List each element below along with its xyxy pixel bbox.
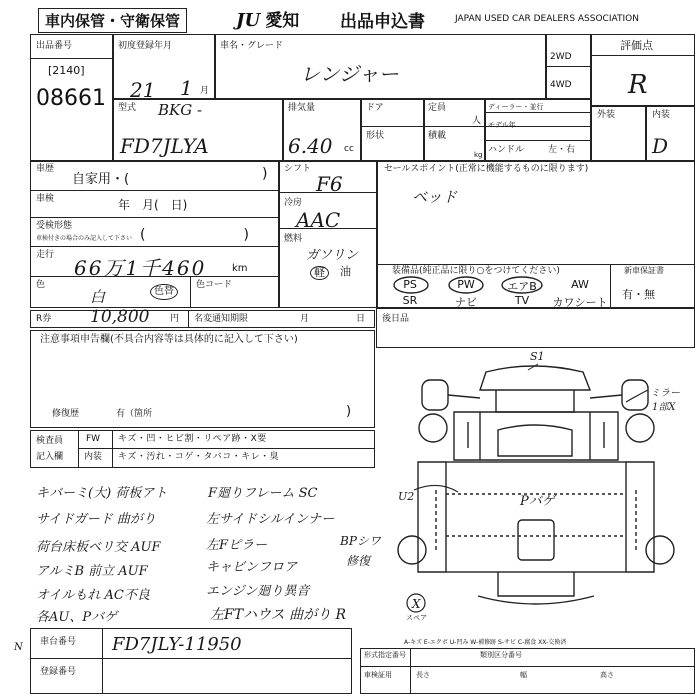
diagram-left-note: U2 <box>398 490 415 503</box>
model-prefix: BKG - <box>158 101 203 119</box>
reg-date-label: 初度登録年月 <box>118 41 173 51</box>
repair-label: 修復歴 <box>52 409 80 419</box>
remark-right-5: エンジン廻り異音 <box>206 584 310 599</box>
equip-ps: PS <box>403 278 417 291</box>
remark-right-6: 左FTハウス 曲がり R <box>210 607 347 623</box>
logo <box>236 6 299 31</box>
dealer-label: ディーラー・並行 <box>488 103 544 111</box>
remark-right-4: キャビンフロア <box>206 560 298 575</box>
color-value: 白 <box>90 288 106 306</box>
diagram-spare-label: スペア <box>406 614 427 622</box>
color-change: 色替 <box>150 284 178 300</box>
later-label: 後日品 <box>382 314 410 324</box>
color-code-label: 色コード <box>196 280 233 290</box>
form-title: 出品申込書 <box>340 12 425 32</box>
carname-label: 車名・グレード <box>220 41 284 51</box>
shift-value: F6 <box>316 172 343 196</box>
lot-number: 08661 <box>36 86 106 111</box>
fuel-light: 軽 <box>310 266 329 280</box>
fuel-value: ガソリン <box>306 248 359 263</box>
door-label: ドア <box>366 103 384 113</box>
r-label: R券 <box>36 314 52 324</box>
diagram-front-note: S1 <box>530 350 545 363</box>
color-label: 色 <box>36 280 46 290</box>
mileage-unit: km <box>232 263 248 274</box>
load-unit: kg <box>474 151 483 159</box>
caution-label: 注意事項申告欄(不具合内容等は具体的に記入して下さい) <box>40 334 298 345</box>
mileage-value: 66万1千460 <box>74 256 207 280</box>
exterior-label: 外装 <box>597 110 616 120</box>
bracket-close-1: ) <box>262 166 268 182</box>
length-label: 長さ <box>416 671 430 679</box>
chassis-value: FD7JLY-11950 <box>112 634 242 655</box>
remark-right-3: 左Fピラー <box>206 538 268 553</box>
equip-navi: ナビ <box>455 296 477 309</box>
repair-close: ) <box>346 404 352 419</box>
reg-cert-label: 車検証用 <box>364 671 392 679</box>
equip-pw: PW <box>457 278 475 291</box>
equip-leather-seat: カワシート <box>552 296 608 309</box>
eval-value: R <box>628 70 648 100</box>
handle-options: 左・右 <box>548 145 576 155</box>
capacity-label: 定員 <box>428 103 447 113</box>
car-history-label: 車歴 <box>36 164 55 174</box>
interior-items: キズ・汚れ・コゲ・タバコ・キレ・臭 <box>118 452 280 462</box>
model-year-label: モデル年 <box>488 121 516 129</box>
handle-label: ハンドル <box>488 145 525 155</box>
chassis-label: 車台番号 <box>40 637 77 647</box>
width-label: 幅 <box>520 671 527 679</box>
cert-label2: 類別区分番号 <box>480 651 522 659</box>
association-name: JAPAN USED CAR DEALERS ASSOCIATION <box>455 14 639 24</box>
remark-right-1: F廻りフレーム SC <box>208 486 318 501</box>
reg-month: 1 <box>180 76 193 100</box>
new-warranty-label: 新車保証書 <box>624 266 664 275</box>
equip-label: 装備品(純正品に限り○をつけてください) <box>392 266 560 276</box>
drive-2wd: 2WD <box>550 52 572 62</box>
fuel-oil: 油 <box>340 265 351 278</box>
model-label: 型式 <box>118 103 137 113</box>
eval-label: 評価点 <box>620 39 653 52</box>
damage-legend: A-キズ E-エクボ U-凹み W-補修跡 S-サビ C-腐食 XX-交換済 <box>404 639 567 646</box>
logo-place: 愛知 <box>265 11 300 31</box>
new-warranty-value: 有・無 <box>622 288 655 301</box>
interior-entry-label: 内装 <box>84 452 103 462</box>
model-code: FD7JLYA <box>120 134 209 158</box>
remark-extra-1: BPシワ <box>340 534 381 548</box>
reg-number-label: 登録番号 <box>40 667 77 677</box>
diagram-mirror-note2: 1部X <box>652 402 676 413</box>
height-label: 高さ <box>600 671 614 679</box>
capacity-unit: 人 <box>472 116 482 126</box>
lot-small: [2140] <box>48 64 85 77</box>
shift-label: シフト <box>284 164 312 174</box>
displacement-label: 排気量 <box>288 103 316 113</box>
displacement-unit: cc <box>344 144 354 154</box>
drive-4wd: 4WD <box>550 80 572 90</box>
diagram-bed-note: Pバゲ <box>520 494 555 509</box>
equip-airbag: エアB <box>507 280 537 293</box>
remark-left-5: オイルもれ AC不良 <box>36 588 150 603</box>
reception-label: 受検形態 <box>36 221 73 231</box>
bracket-pair: ( ) <box>140 227 249 243</box>
fuel-label: 燃料 <box>284 234 303 244</box>
remark-left-6: 各AU、Pバゲ <box>36 610 118 625</box>
carname-value: レンジャー <box>300 62 399 86</box>
diagram-mirror-note: ミラー <box>650 388 680 399</box>
diagram-spare-mark: X <box>412 597 421 611</box>
equip-sr: SR <box>402 294 418 307</box>
entry-label: 記入欄 <box>36 452 64 462</box>
reg-month-suffix: 月 <box>200 86 210 96</box>
sales-point-label: セールスポイント(正常に機能するものに限ります) <box>384 164 589 174</box>
ac-value: AAC <box>296 208 341 232</box>
equip-circles <box>376 264 696 308</box>
remark-left-3: 荷台床板ベリ交 AUF <box>36 540 161 555</box>
mileage-label: 走行 <box>36 250 55 260</box>
remark-left-1: キバーミ(大) 荷板アト <box>36 486 168 501</box>
inspector-label: 検査員 <box>36 436 64 446</box>
displacement-value: 6.40 <box>288 134 333 158</box>
remark-left-2: サイドガード 曲がり <box>36 512 156 527</box>
equip-aw: AW <box>571 278 589 291</box>
repair-value: 有（箇所 <box>116 409 153 419</box>
shape-label: 形状 <box>366 131 385 141</box>
fw-label: FW <box>86 434 101 444</box>
sales-point-value: ベッド <box>412 188 458 206</box>
ac-label: 冷房 <box>284 198 303 208</box>
car-history-value: 自家用・( <box>72 172 130 187</box>
day-label: 日 <box>356 314 366 324</box>
remark-right-2: 左サイドシルインナー <box>206 512 335 527</box>
remark-left-4: アルミB 前立 AUF <box>36 564 148 579</box>
reg-year: 21 <box>130 78 156 102</box>
storage-note: 車内保管・守衛保管 <box>38 8 187 33</box>
remark-extra-2: 修復 <box>346 554 371 568</box>
r-value: 10,800 <box>90 307 150 327</box>
name-change-label: 名変通知期限 <box>194 314 249 324</box>
fw-items: キズ・凹・ヒビ割・リペア跡・X要 <box>118 434 267 444</box>
reception-note: 車検付きの場合のみ記入して下さい <box>36 235 133 242</box>
inspection-label: 車検 <box>36 194 55 204</box>
equip-tv: TV <box>514 294 530 307</box>
month-label: 月 <box>300 314 310 324</box>
interior-value: D <box>652 134 669 158</box>
r-unit: 円 <box>170 314 180 324</box>
lot-label: 出品番号 <box>36 41 73 51</box>
load-label: 積載 <box>428 131 447 141</box>
cert-label: 形式指定番号 <box>364 651 406 659</box>
interior-label: 内装 <box>652 110 671 120</box>
logo-mark: JU <box>236 10 261 31</box>
inspection-value: 年 月( 日) <box>118 198 188 212</box>
n-mark: N <box>14 642 23 653</box>
later-box <box>376 308 695 348</box>
